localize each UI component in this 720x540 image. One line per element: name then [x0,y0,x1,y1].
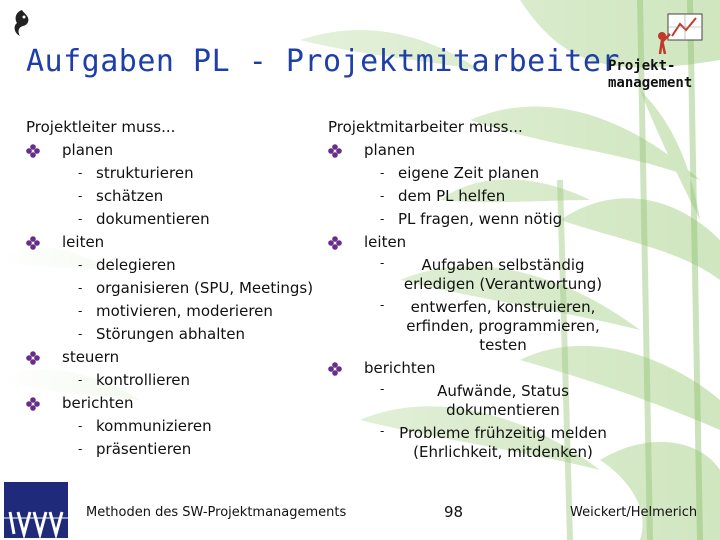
dash-marker: - [380,166,385,180]
clover-bullet-icon [26,397,40,411]
bullet-item-label: steuern [62,348,120,366]
dash-marker: - [78,189,83,203]
sub-item-label: kontrollieren [96,371,191,389]
footer-course: Methoden des SW-Projektmanagements [86,505,347,520]
sub-item-label: eigene Zeit planen [398,164,540,182]
sub-item [328,296,678,357]
sub-item-label: schätzen [96,187,164,205]
bullet-item [328,139,628,162]
dash-marker: - [78,327,83,341]
bullet-item-label: leiten [364,233,407,251]
dash-marker: - [78,258,83,272]
dash-marker: - [78,281,83,295]
sub-item-label: delegieren [96,256,176,274]
clover-bullet-icon [26,144,40,158]
sub-item-label: Probleme frühzeitig melden (Ehrlichkeit, mitdenken) [399,424,607,461]
right-column [328,116,628,464]
sub-item [26,300,326,323]
sub-item [328,208,628,231]
sub-item-label: PL fragen, wenn nötig [398,210,563,228]
university-logo [4,482,68,538]
bullet-item [26,392,326,415]
sub-item-label: strukturieren [96,164,194,182]
sub-item-label: Störungen abhalten [96,325,245,343]
sub-item [26,438,326,461]
sub-item-label: motivieren, moderieren [96,302,273,320]
badge-text: Projekt- management [608,58,693,91]
dash-marker: - [78,166,83,180]
clover-bullet-icon [26,236,40,250]
dash-marker: - [380,424,385,438]
dash-marker: - [78,373,83,387]
dash-marker: - [78,419,83,433]
bullet-item [26,139,326,162]
page-number: 98 [444,503,464,521]
sub-item [328,162,628,185]
sub-item [328,185,628,208]
sub-item [26,254,326,277]
sub-item-label: kommunizieren [96,417,212,435]
dash-marker: - [78,304,83,318]
bullet-item [26,231,326,254]
sub-item-label: Aufgaben selbständig erledigen (Verantwortung) [403,256,603,293]
bullet-item-label: leiten [62,233,105,251]
bullet-item-label: berichten [364,359,436,377]
dash-marker: - [380,212,385,226]
sub-item-label: präsentieren [96,440,192,458]
sub-item [26,162,326,185]
sub-item [328,380,678,422]
dash-marker: - [380,189,385,203]
bullet-item [328,231,628,254]
bullet-item-label: planen [62,141,114,159]
sub-item [26,323,326,346]
sub-item-label: Aufwände, Status dokumentieren [437,382,569,419]
left-column [26,116,326,461]
sub-item-label: dokumentieren [96,210,210,228]
clover-bullet-icon [328,144,342,158]
bullet-item [328,357,628,380]
page-title: Aufgaben PL - Projektmitarbeiter [26,44,620,79]
sub-item [26,185,326,208]
dash-marker: - [380,382,385,396]
sub-item [26,208,326,231]
right-heading: Projektmitarbeiter muss... [328,118,523,136]
left-heading: Projektleiter muss... [26,118,176,136]
bullet-item [26,346,326,369]
footer-authors: Weickert/Helmerich [570,505,698,520]
dash-marker: - [78,212,83,226]
sub-item-label: entwerfen, konstruieren, erfinden, programmieren, testen [406,298,600,354]
sub-item [26,369,326,392]
sub-item [26,415,326,438]
clover-bullet-icon [328,362,342,376]
sub-item-label: dem PL helfen [398,187,506,205]
sub-item [328,254,678,296]
dash-marker: - [380,298,385,312]
sub-item [328,422,678,464]
lizard-icon [8,8,36,38]
bullet-item-label: berichten [62,394,134,412]
clover-bullet-icon [26,351,40,365]
clover-bullet-icon [328,236,342,250]
sub-item-label: organisieren (SPU, Meetings) [96,279,314,297]
project-management-badge [608,58,718,92]
dash-marker: - [78,442,83,456]
dash-marker: - [380,256,385,270]
project-management-icon [652,10,712,58]
sub-item [26,277,326,300]
bullet-item-label: planen [364,141,416,159]
